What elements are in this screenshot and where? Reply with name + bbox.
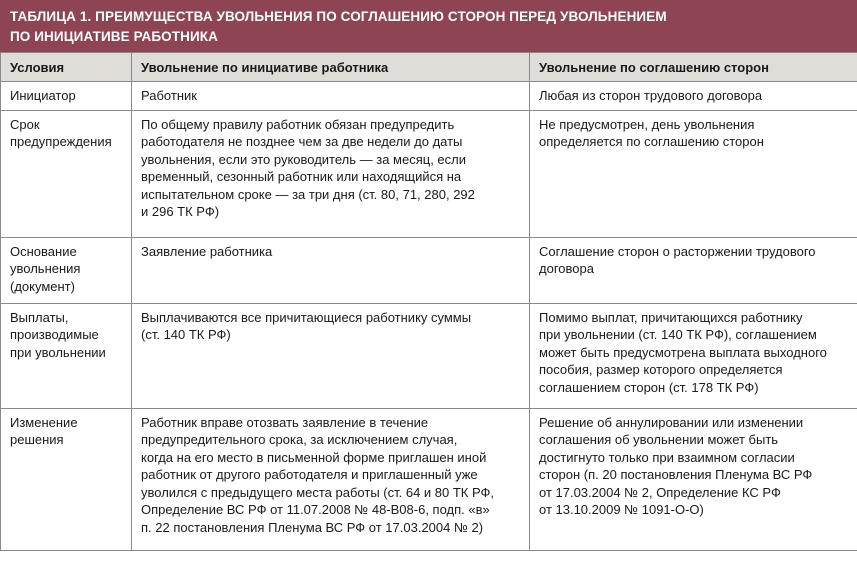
cell-text-line: сторон (п. 20 постановления Пленума ВС РФ: [539, 467, 813, 482]
cell-text-line: Работник вправе отозвать заявление в течение: [141, 414, 429, 430]
cell-mutual-agreement: [530, 408, 857, 550]
cell-employee-initiative: [132, 408, 530, 550]
table-row: [1, 237, 857, 303]
cell-employee-initiative: [132, 81, 530, 110]
cell-text-line: Срок: [10, 116, 40, 132]
cell-text-line: от 17.03.2004 № 2, Определение КС РФ: [539, 484, 781, 500]
header-employee-initiative: Увольнение по инициативе работника: [132, 53, 530, 82]
table-title-line-2: ПО ИНИЦИАТИВЕ РАБОТНИКА: [10, 29, 218, 44]
cell-text-line: работодателя не позднее чем за две недели до даты: [141, 134, 463, 149]
cell-mutual-agreement: [530, 110, 857, 237]
table-header-row: [1, 53, 857, 82]
cell-text-line: достигнуто только при взаимном согласии: [539, 449, 795, 465]
cell-mutual-agreement: [530, 237, 857, 303]
cell-text-line: Определение ВС РФ от 11.07.2008 № 48-В08-6, подп. «в»: [141, 502, 490, 517]
cell-text-line: при увольнении: [10, 344, 106, 360]
cell-text-line: Соглашение сторон о расторжении трудового: [539, 243, 816, 259]
cell-text-line: Основание: [10, 243, 77, 259]
cell-mutual-agreement: [530, 81, 857, 110]
cell-text-line: может быть предусмотрена выплата выходного: [539, 344, 827, 360]
table-row: [1, 110, 857, 237]
cell-text-line: Решение об аннулировании или изменении: [539, 414, 804, 430]
cell-text-line: определяется по соглашению сторон: [539, 134, 764, 149]
cell-employee-initiative: [132, 110, 530, 237]
header-conditions: Условия: [1, 53, 132, 82]
cell-text-line: и 296 ТК РФ): [141, 204, 220, 219]
table-row: [1, 81, 857, 110]
cell-text-line: когда на его место в письменной форме приглашен иной: [141, 449, 487, 465]
cell-text-line: (ст. 140 ТК РФ): [141, 327, 231, 342]
cell-condition: [1, 408, 132, 550]
cell-text-line: соглашением сторон (ст. 178 ТК РФ): [539, 379, 759, 395]
cell-text-line: договора: [539, 261, 594, 276]
table-row: [1, 303, 857, 408]
cell-employee-initiative: [132, 237, 530, 303]
cell-condition: [1, 237, 132, 303]
cell-condition: [1, 110, 132, 237]
cell-text-line: соглашения об увольнении может быть: [539, 432, 779, 447]
cell-text-line: Выплачиваются все причитающиеся работнику суммы: [141, 309, 472, 325]
cell-text-line: Заявление работника: [141, 243, 273, 259]
table-title: [0, 0, 857, 52]
cell-condition: [1, 303, 132, 408]
cell-text-line: увольнения: [10, 261, 81, 276]
cell-text-line: Выплаты,: [10, 309, 69, 325]
cell-text-line: предупреждения: [10, 134, 112, 149]
cell-text-line: Работник: [141, 87, 197, 103]
comparison-table: [0, 52, 857, 551]
cell-mutual-agreement: [530, 303, 857, 408]
cell-text-line: Изменение: [10, 414, 78, 430]
cell-text-line: предупредительного срока, за исключением случая,: [141, 432, 458, 447]
cell-text-line: п. 22 постановления Пленума ВС РФ от 17.03.2004 № 2): [141, 519, 484, 535]
cell-text-line: увольнения, если это руководитель — за месяц, если: [141, 151, 467, 167]
cell-text-line: уволился с предыдущего места работы (ст. 64 и 80 ТК РФ,: [141, 484, 495, 500]
cell-text-line: работник от другого работодателя и приглашенный уже: [141, 467, 478, 482]
cell-text-line: пособия, размер которого определяется: [539, 362, 783, 377]
cell-text-line: Любая из сторон трудового договора: [539, 87, 763, 103]
cell-text-line: Помимо выплат, причитающихся работнику: [539, 309, 803, 325]
cell-text-line: испытательном сроке — за три дня (ст. 80, 71, 280, 292: [141, 186, 475, 202]
cell-text-line: (документ): [10, 278, 75, 294]
cell-text-line: решения: [10, 432, 64, 447]
header-mutual-agreement: Увольнение по соглашению сторон: [530, 53, 857, 82]
cell-text-line: от 13.10.2009 № 1091-О-О): [539, 502, 704, 517]
cell-text-line: Инициатор: [10, 87, 76, 103]
cell-text-line: при увольнении (ст. 140 ТК РФ), соглашением: [539, 327, 817, 342]
cell-text-line: Не предусмотрен, день увольнения: [539, 116, 755, 132]
cell-text-line: временный, сезонный работник или находящийся на: [141, 169, 462, 184]
table-row: [1, 408, 857, 550]
cell-condition: [1, 81, 132, 110]
table-title-line-1: ТАБЛИЦА 1. ПРЕИМУЩЕСТВА УВОЛЬНЕНИЯ ПО СОГЛАШЕНИЮ СТОРОН ПЕРЕД УВОЛЬНЕНИЕМ: [10, 9, 667, 24]
cell-employee-initiative: [132, 303, 530, 408]
cell-text-line: По общему правилу работник обязан предупредить: [141, 116, 455, 132]
cell-text-line: производимые: [10, 327, 99, 342]
